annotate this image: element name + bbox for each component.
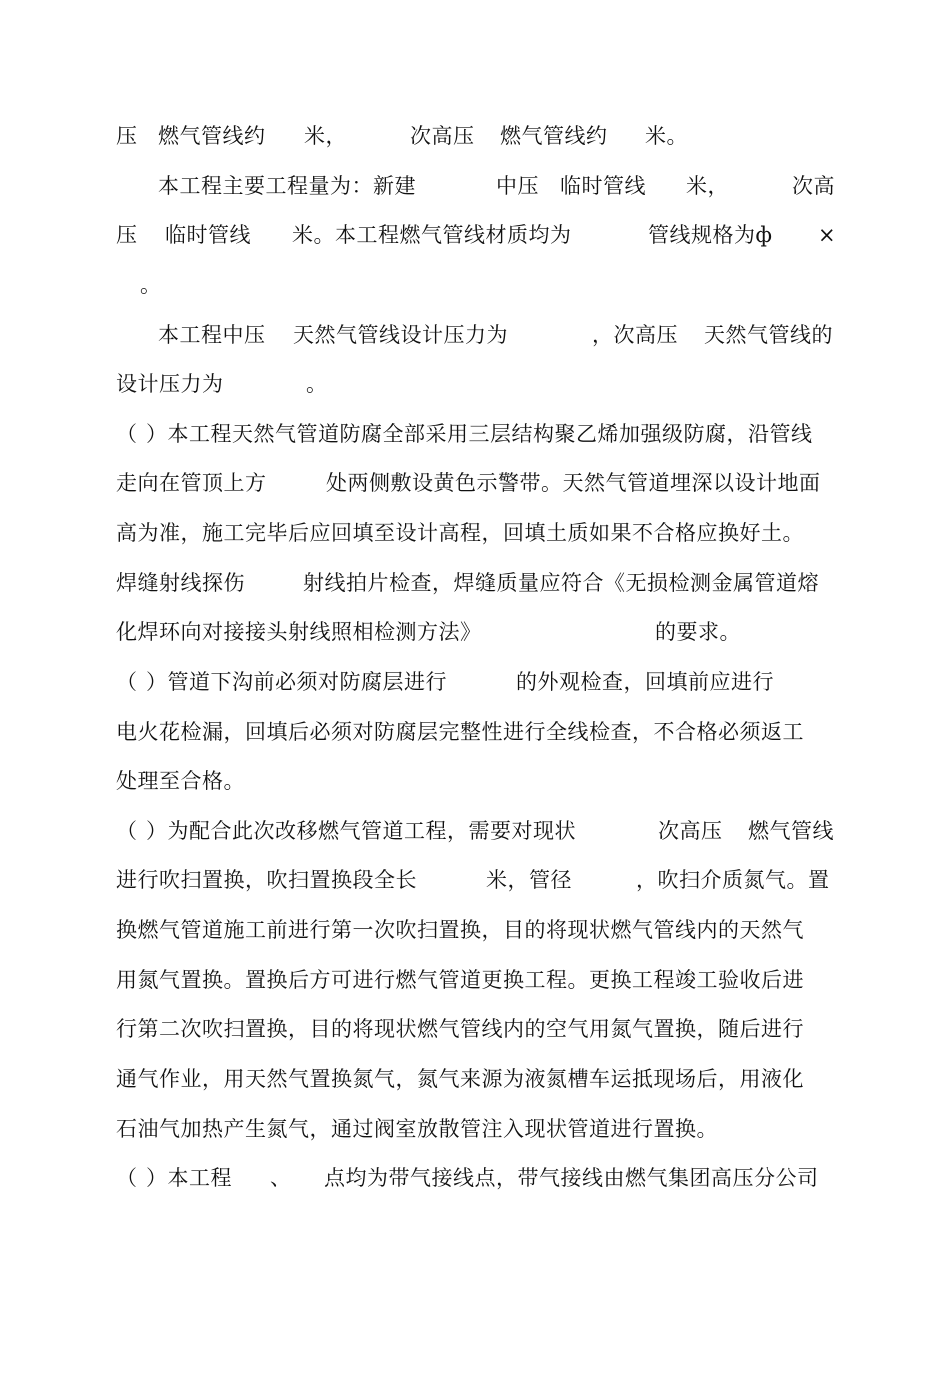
- text-segment: 走向在管顶上方: [116, 471, 267, 495]
- text-segment: 米。: [645, 124, 688, 148]
- text-segment: 进行吹扫置换，吹扫置换段全长: [116, 868, 417, 892]
- text-segment: （: [116, 670, 138, 694]
- text-segment: 化焊环向对接接头射线照相检测方法》: [116, 620, 482, 644]
- text-segment: ）管道下沟前必须对防腐层进行: [146, 670, 447, 694]
- text-segment: 燃气管线约: [158, 124, 266, 148]
- text-line: [0, 910, 950, 950]
- text-segment: 米。本工程燃气管线材质均为: [292, 223, 572, 247]
- text-segment: 燃气管线约: [500, 124, 608, 148]
- text-segment: 次高压: [658, 819, 723, 843]
- text-line: [0, 860, 950, 900]
- text-segment: 石油气加热产生氮气，通过阀室放散管注入现状管道进行置换。: [116, 1117, 718, 1141]
- text-segment: 通气作业，用天然气置换氮气，氮气来源为液氮槽车运抵现场后，用液化: [116, 1067, 804, 1091]
- text-segment: ）本工程天然气管道防腐全部采用三层结构聚乙烯加强级防腐，沿管线: [146, 422, 813, 446]
- text-segment: ）为配合此次改移燃气管道工程，需要对现状: [146, 819, 576, 843]
- text-segment: 临时管线: [165, 223, 251, 247]
- text-segment: 设计压力为: [116, 372, 224, 396]
- text-segment: 处理至合格。: [116, 769, 245, 793]
- text-line: [0, 463, 950, 503]
- text-segment: 高为准，施工完毕后应回填至设计高程，回填土质如果不合格应换好土。: [116, 521, 804, 545]
- text-segment: 。: [140, 273, 162, 297]
- text-segment: 、: [270, 1166, 292, 1190]
- text-segment: 焊缝射线探伤: [116, 571, 245, 595]
- text-line: [0, 662, 950, 702]
- text-segment: 换燃气管道施工前进行第一次吹扫置换，目的将现状燃气管线内的天然气: [116, 918, 804, 942]
- text-line: [0, 761, 950, 801]
- text-segment: 次高: [792, 174, 835, 198]
- text-segment: 压: [116, 223, 138, 247]
- text-segment: 处两侧敷设黄色示警带。天然气管道埋深以设计地面: [326, 471, 821, 495]
- text-segment: （: [116, 422, 138, 446]
- text-segment: ×: [818, 223, 837, 247]
- text-segment: 。: [306, 372, 328, 396]
- text-line: [0, 513, 950, 553]
- text-segment: 行第二次吹扫置换，目的将现状燃气管线内的空气用氮气置换，随后进行: [116, 1017, 804, 1041]
- text-line: [0, 811, 950, 851]
- text-line: [0, 1158, 950, 1198]
- text-line: [0, 166, 950, 206]
- text-segment: 射线拍片检查，焊缝质量应符合《无损检测金属管道熔: [303, 571, 819, 595]
- text-segment: ，次高压: [592, 323, 678, 347]
- text-segment: 点均为带气接线点，带气接线由燃气集团高压分公司: [324, 1166, 819, 1190]
- text-line: [0, 414, 950, 454]
- text-segment: 临时管线: [560, 174, 646, 198]
- text-line: [0, 315, 950, 355]
- text-line: [0, 364, 950, 404]
- text-line: [0, 563, 950, 603]
- text-segment: 用氮气置换。置换后方可进行燃气管道更换工程。更换工程竣工验收后进: [116, 968, 804, 992]
- text-segment: 米，: [304, 124, 347, 148]
- text-segment: 压: [116, 124, 138, 148]
- text-segment: 天然气管线的: [704, 323, 833, 347]
- text-line: [0, 265, 950, 305]
- text-segment: 的要求。: [655, 620, 741, 644]
- text-line: [0, 712, 950, 752]
- text-segment: 米，管径: [486, 868, 572, 892]
- text-segment: 米，: [686, 174, 729, 198]
- text-segment: （: [116, 819, 138, 843]
- text-segment: 的外观检查，回填前应进行: [516, 670, 774, 694]
- text-segment: 次高压: [410, 124, 475, 148]
- text-line: [0, 1059, 950, 1099]
- text-line: [0, 1009, 950, 1049]
- text-line: [0, 215, 950, 255]
- text-line: [0, 960, 950, 1000]
- text-segment: ）本工程: [146, 1166, 232, 1190]
- text-segment: 本工程中压: [158, 323, 266, 347]
- text-segment: （: [116, 1166, 138, 1190]
- text-segment: 电火花检漏，回填后必须对防腐层完整性进行全线检查，不合格必须返工: [116, 720, 804, 744]
- text-line: [0, 116, 950, 156]
- text-line: [0, 612, 950, 652]
- text-segment: 本工程主要工程量为：新建: [158, 174, 416, 198]
- text-segment: 管线规格为ф: [648, 223, 773, 247]
- text-segment: 中压: [496, 174, 539, 198]
- text-segment: 天然气管线设计压力为: [293, 323, 508, 347]
- text-line: [0, 1109, 950, 1149]
- text-segment: 燃气管线: [748, 819, 834, 843]
- text-segment: ，吹扫介质氮气。置: [636, 868, 830, 892]
